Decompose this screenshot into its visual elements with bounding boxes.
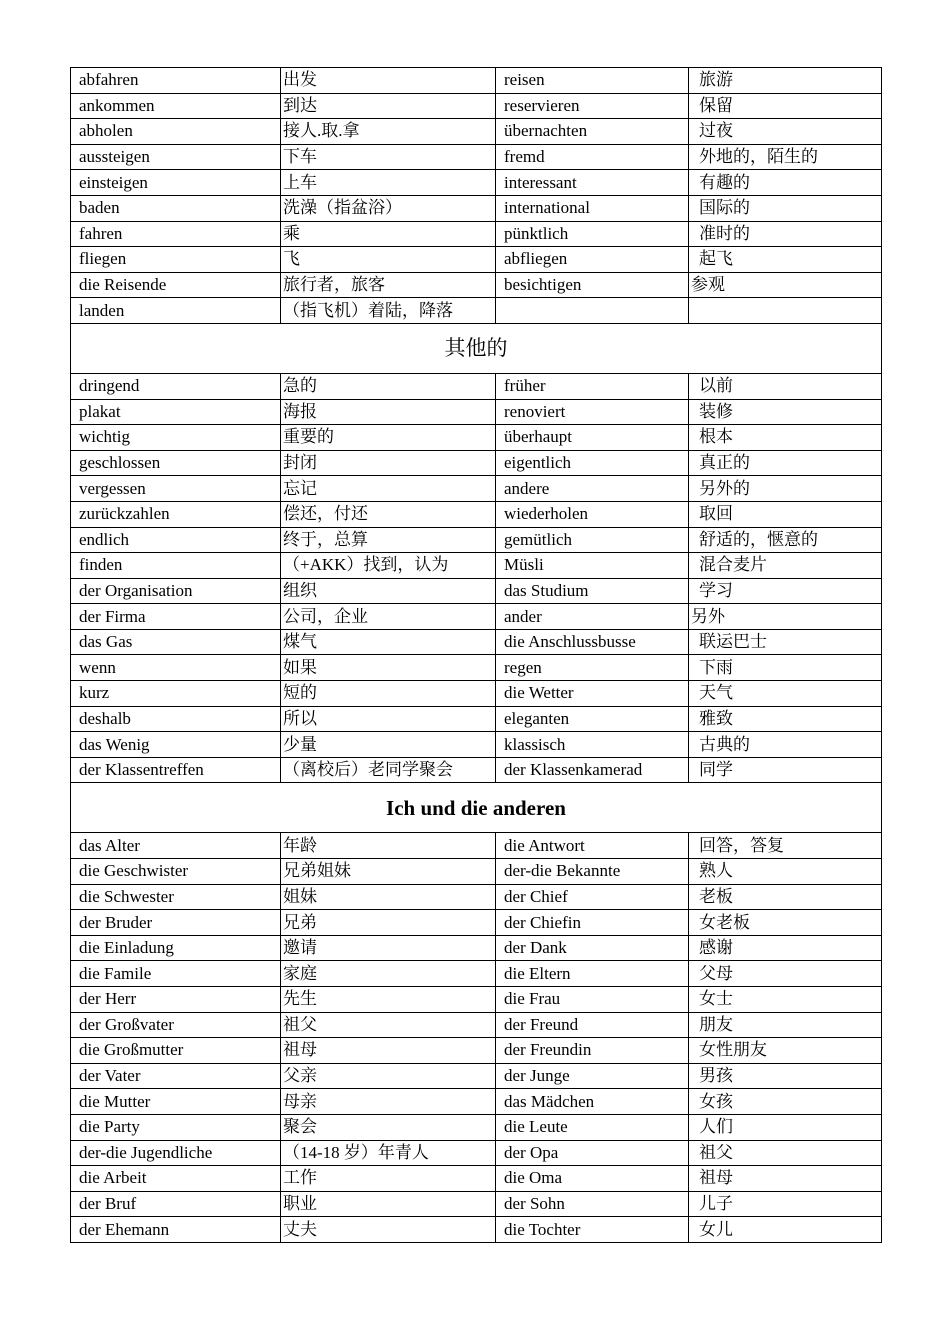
chinese-translation-cell: 少量 <box>281 732 496 758</box>
chinese-translation-cell: 人们 <box>689 1114 882 1140</box>
german-word-cell: der Klassenkamerad <box>496 757 689 783</box>
vocab-row <box>71 450 882 476</box>
german-word-cell: der Vater <box>71 1063 281 1089</box>
german-word-cell: der-die Bekannte <box>496 859 689 885</box>
vocab-row <box>71 144 882 170</box>
vocab-row <box>71 1012 882 1038</box>
german-word-cell: überhaupt <box>496 425 689 451</box>
german-word-cell: das Alter <box>71 833 281 859</box>
chinese-translation-cell: 舒适的，惬意的 <box>689 527 882 553</box>
section-heading-row <box>71 783 882 833</box>
chinese-translation-cell: 另外的 <box>689 476 882 502</box>
chinese-translation-cell: 参观 <box>689 272 882 298</box>
vocab-row <box>71 170 882 196</box>
vocab-row <box>71 1166 882 1192</box>
vocab-row <box>71 1140 882 1166</box>
chinese-translation-cell: 以前 <box>689 373 882 399</box>
chinese-translation-cell: 另外 <box>689 604 882 630</box>
vocab-row <box>71 910 882 936</box>
vocab-row <box>71 757 882 783</box>
chinese-translation-cell: 聚会 <box>281 1114 496 1140</box>
german-word-cell: die Oma <box>496 1166 689 1192</box>
german-word-cell: der Klassentreffen <box>71 757 281 783</box>
chinese-translation-cell: 国际的 <box>689 195 882 221</box>
chinese-translation-cell: 急的 <box>281 373 496 399</box>
german-word-cell: der Freund <box>496 1012 689 1038</box>
chinese-translation-cell: 年龄 <box>281 833 496 859</box>
german-word-cell: die Großmutter <box>71 1038 281 1064</box>
german-word-cell: die Anschlussbusse <box>496 629 689 655</box>
chinese-translation-cell <box>689 298 882 324</box>
german-word-cell: andere <box>496 476 689 502</box>
vocab-row <box>71 884 882 910</box>
german-word-cell: der Bruf <box>71 1191 281 1217</box>
german-word-cell: die Mutter <box>71 1089 281 1115</box>
vocab-row <box>71 501 882 527</box>
chinese-translation-cell: 公司，企业 <box>281 604 496 630</box>
vocab-row <box>71 1063 882 1089</box>
chinese-translation-cell: 天气 <box>689 681 882 707</box>
chinese-translation-cell: 终于，总算 <box>281 527 496 553</box>
vocab-row <box>71 553 882 579</box>
vocab-row <box>71 399 882 425</box>
chinese-translation-cell: 感谢 <box>689 935 882 961</box>
chinese-translation-cell: 老板 <box>689 884 882 910</box>
german-word-cell: renoviert <box>496 399 689 425</box>
chinese-translation-cell: 男孩 <box>689 1063 882 1089</box>
vocab-row <box>71 604 882 630</box>
vocabulary-table <box>70 67 882 1243</box>
chinese-translation-cell: 如果 <box>281 655 496 681</box>
chinese-translation-cell: 祖父 <box>689 1140 882 1166</box>
german-word-cell: der Junge <box>496 1063 689 1089</box>
vocab-row <box>71 119 882 145</box>
german-word-cell: übernachten <box>496 119 689 145</box>
german-word-cell: pünktlich <box>496 221 689 247</box>
chinese-translation-cell: （+AKK）找到，认为 <box>281 553 496 579</box>
german-word-cell: vergessen <box>71 476 281 502</box>
german-word-cell: die Geschwister <box>71 859 281 885</box>
chinese-translation-cell: 短的 <box>281 681 496 707</box>
german-word-cell: finden <box>71 553 281 579</box>
chinese-translation-cell: 出发 <box>281 68 496 94</box>
chinese-translation-cell: 上车 <box>281 170 496 196</box>
chinese-translation-cell: 洗澡（指盆浴） <box>281 195 496 221</box>
vocab-row <box>71 1089 882 1115</box>
chinese-translation-cell: 下雨 <box>689 655 882 681</box>
chinese-translation-cell: 所以 <box>281 706 496 732</box>
chinese-translation-cell: 女儿 <box>689 1217 882 1243</box>
chinese-translation-cell: 过夜 <box>689 119 882 145</box>
german-word-cell: zurückzahlen <box>71 501 281 527</box>
chinese-translation-cell: 海报 <box>281 399 496 425</box>
chinese-translation-cell: 混合麦片 <box>689 553 882 579</box>
vocab-row <box>71 655 882 681</box>
chinese-translation-cell: 忘记 <box>281 476 496 502</box>
german-word-cell: deshalb <box>71 706 281 732</box>
german-word-cell: abfliegen <box>496 247 689 273</box>
vocab-row <box>71 68 882 94</box>
vocab-row <box>71 578 882 604</box>
vocab-row <box>71 93 882 119</box>
german-word-cell: ankommen <box>71 93 281 119</box>
chinese-translation-cell: 煤气 <box>281 629 496 655</box>
german-word-cell: das Mädchen <box>496 1089 689 1115</box>
chinese-translation-cell: 先生 <box>281 987 496 1013</box>
german-word-cell: die Eltern <box>496 961 689 987</box>
german-word-cell: baden <box>71 195 281 221</box>
german-word-cell: fliegen <box>71 247 281 273</box>
german-word-cell: die Leute <box>496 1114 689 1140</box>
vocab-row <box>71 425 882 451</box>
chinese-translation-cell: 女孩 <box>689 1089 882 1115</box>
chinese-translation-cell: 根本 <box>689 425 882 451</box>
chinese-translation-cell: 熟人 <box>689 859 882 885</box>
vocab-row <box>71 1217 882 1243</box>
german-word-cell: wenn <box>71 655 281 681</box>
german-word-cell: eleganten <box>496 706 689 732</box>
section-heading-row <box>71 323 882 373</box>
chinese-translation-cell: （离校后）老同学聚会 <box>281 757 496 783</box>
german-word-cell: der-die Jugendliche <box>71 1140 281 1166</box>
german-word-cell: die Einladung <box>71 935 281 961</box>
german-word-cell: der Firma <box>71 604 281 630</box>
german-word-cell: der Herr <box>71 987 281 1013</box>
chinese-translation-cell: 雅致 <box>689 706 882 732</box>
german-word-cell: gemütlich <box>496 527 689 553</box>
chinese-translation-cell: 古典的 <box>689 732 882 758</box>
chinese-translation-cell: 同学 <box>689 757 882 783</box>
chinese-translation-cell: 组织 <box>281 578 496 604</box>
german-word-cell: besichtigen <box>496 272 689 298</box>
vocab-row <box>71 1114 882 1140</box>
chinese-translation-cell: 准时的 <box>689 221 882 247</box>
chinese-translation-cell: 接人.取.拿 <box>281 119 496 145</box>
chinese-translation-cell: 到达 <box>281 93 496 119</box>
german-word-cell: fahren <box>71 221 281 247</box>
chinese-translation-cell: 乘 <box>281 221 496 247</box>
chinese-translation-cell: 有趣的 <box>689 170 882 196</box>
german-word-cell: regen <box>496 655 689 681</box>
vocab-row <box>71 1191 882 1217</box>
chinese-translation-cell: 飞 <box>281 247 496 273</box>
chinese-translation-cell: 外地的，陌生的 <box>689 144 882 170</box>
vocab-row <box>71 527 882 553</box>
chinese-translation-cell: 朋友 <box>689 1012 882 1038</box>
chinese-translation-cell: 学习 <box>689 578 882 604</box>
german-word-cell: aussteigen <box>71 144 281 170</box>
vocab-row <box>71 272 882 298</box>
chinese-translation-cell: 保留 <box>689 93 882 119</box>
vocab-row <box>71 706 882 732</box>
german-word-cell: die Tochter <box>496 1217 689 1243</box>
vocab-row <box>71 629 882 655</box>
section-title: 其他的 <box>71 323 882 373</box>
german-word-cell: eigentlich <box>496 450 689 476</box>
chinese-translation-cell: （指飞机）着陆，降落 <box>281 298 496 324</box>
german-word-cell: die Wetter <box>496 681 689 707</box>
chinese-translation-cell: 女士 <box>689 987 882 1013</box>
vocab-row <box>71 373 882 399</box>
chinese-translation-cell: 下车 <box>281 144 496 170</box>
chinese-translation-cell: 旅游 <box>689 68 882 94</box>
german-word-cell: die Arbeit <box>71 1166 281 1192</box>
chinese-translation-cell: 真正的 <box>689 450 882 476</box>
chinese-translation-cell: 封闭 <box>281 450 496 476</box>
german-word-cell <box>496 298 689 324</box>
german-word-cell: der Opa <box>496 1140 689 1166</box>
chinese-translation-cell: 偿还，付还 <box>281 501 496 527</box>
german-word-cell: der Ehemann <box>71 1217 281 1243</box>
german-word-cell: die Schwester <box>71 884 281 910</box>
vocab-row <box>71 935 882 961</box>
german-word-cell: endlich <box>71 527 281 553</box>
vocabulary-sheet <box>70 67 881 1243</box>
german-word-cell: dringend <box>71 373 281 399</box>
german-word-cell: interessant <box>496 170 689 196</box>
chinese-translation-cell: 父母 <box>689 961 882 987</box>
german-word-cell: der Sohn <box>496 1191 689 1217</box>
german-word-cell: die Antwort <box>496 833 689 859</box>
vocab-row <box>71 298 882 324</box>
german-word-cell: reisen <box>496 68 689 94</box>
german-word-cell: das Wenig <box>71 732 281 758</box>
chinese-translation-cell: 兄弟姐妹 <box>281 859 496 885</box>
german-word-cell: landen <box>71 298 281 324</box>
german-word-cell: einsteigen <box>71 170 281 196</box>
vocab-row <box>71 195 882 221</box>
chinese-translation-cell: 家庭 <box>281 961 496 987</box>
german-word-cell: der Chiefin <box>496 910 689 936</box>
german-word-cell: der Großvater <box>71 1012 281 1038</box>
chinese-translation-cell: 丈夫 <box>281 1217 496 1243</box>
german-word-cell: fremd <box>496 144 689 170</box>
german-word-cell: die Famile <box>71 961 281 987</box>
german-word-cell: plakat <box>71 399 281 425</box>
chinese-translation-cell: 装修 <box>689 399 882 425</box>
german-word-cell: klassisch <box>496 732 689 758</box>
german-word-cell: reservieren <box>496 93 689 119</box>
vocab-row <box>71 859 882 885</box>
chinese-translation-cell: 祖父 <box>281 1012 496 1038</box>
vocab-row <box>71 1038 882 1064</box>
chinese-translation-cell: 女性朋友 <box>689 1038 882 1064</box>
vocab-row <box>71 961 882 987</box>
chinese-translation-cell: 女老板 <box>689 910 882 936</box>
section-title: Ich und die anderen <box>71 783 882 833</box>
german-word-cell: abfahren <box>71 68 281 94</box>
german-word-cell: der Organisation <box>71 578 281 604</box>
german-word-cell: abholen <box>71 119 281 145</box>
chinese-translation-cell: 起飞 <box>689 247 882 273</box>
chinese-translation-cell: 祖母 <box>281 1038 496 1064</box>
chinese-translation-cell: 姐妹 <box>281 884 496 910</box>
vocab-row <box>71 987 882 1013</box>
chinese-translation-cell: 工作 <box>281 1166 496 1192</box>
vocabulary-table-body <box>71 68 882 1243</box>
german-word-cell: der Bruder <box>71 910 281 936</box>
german-word-cell: ander <box>496 604 689 630</box>
german-word-cell: international <box>496 195 689 221</box>
german-word-cell: der Dank <box>496 935 689 961</box>
vocab-row <box>71 221 882 247</box>
german-word-cell: früher <box>496 373 689 399</box>
chinese-translation-cell: 联运巴士 <box>689 629 882 655</box>
german-word-cell: der Chief <box>496 884 689 910</box>
german-word-cell: kurz <box>71 681 281 707</box>
german-word-cell: der Freundin <box>496 1038 689 1064</box>
german-word-cell: die Frau <box>496 987 689 1013</box>
german-word-cell: wichtig <box>71 425 281 451</box>
vocab-row <box>71 732 882 758</box>
chinese-translation-cell: 职业 <box>281 1191 496 1217</box>
chinese-translation-cell: 取回 <box>689 501 882 527</box>
chinese-translation-cell: 回答，答复 <box>689 833 882 859</box>
chinese-translation-cell: 母亲 <box>281 1089 496 1115</box>
chinese-translation-cell: （14-18 岁）年青人 <box>281 1140 496 1166</box>
german-word-cell: Müsli <box>496 553 689 579</box>
german-word-cell: geschlossen <box>71 450 281 476</box>
german-word-cell: wiederholen <box>496 501 689 527</box>
german-word-cell: die Party <box>71 1114 281 1140</box>
vocab-row <box>71 247 882 273</box>
chinese-translation-cell: 祖母 <box>689 1166 882 1192</box>
vocab-row <box>71 476 882 502</box>
chinese-translation-cell: 兄弟 <box>281 910 496 936</box>
chinese-translation-cell: 儿子 <box>689 1191 882 1217</box>
german-word-cell: das Gas <box>71 629 281 655</box>
vocab-row <box>71 833 882 859</box>
german-word-cell: die Reisende <box>71 272 281 298</box>
chinese-translation-cell: 邀请 <box>281 935 496 961</box>
vocab-row <box>71 681 882 707</box>
chinese-translation-cell: 重要的 <box>281 425 496 451</box>
german-word-cell: das Studium <box>496 578 689 604</box>
chinese-translation-cell: 父亲 <box>281 1063 496 1089</box>
chinese-translation-cell: 旅行者，旅客 <box>281 272 496 298</box>
